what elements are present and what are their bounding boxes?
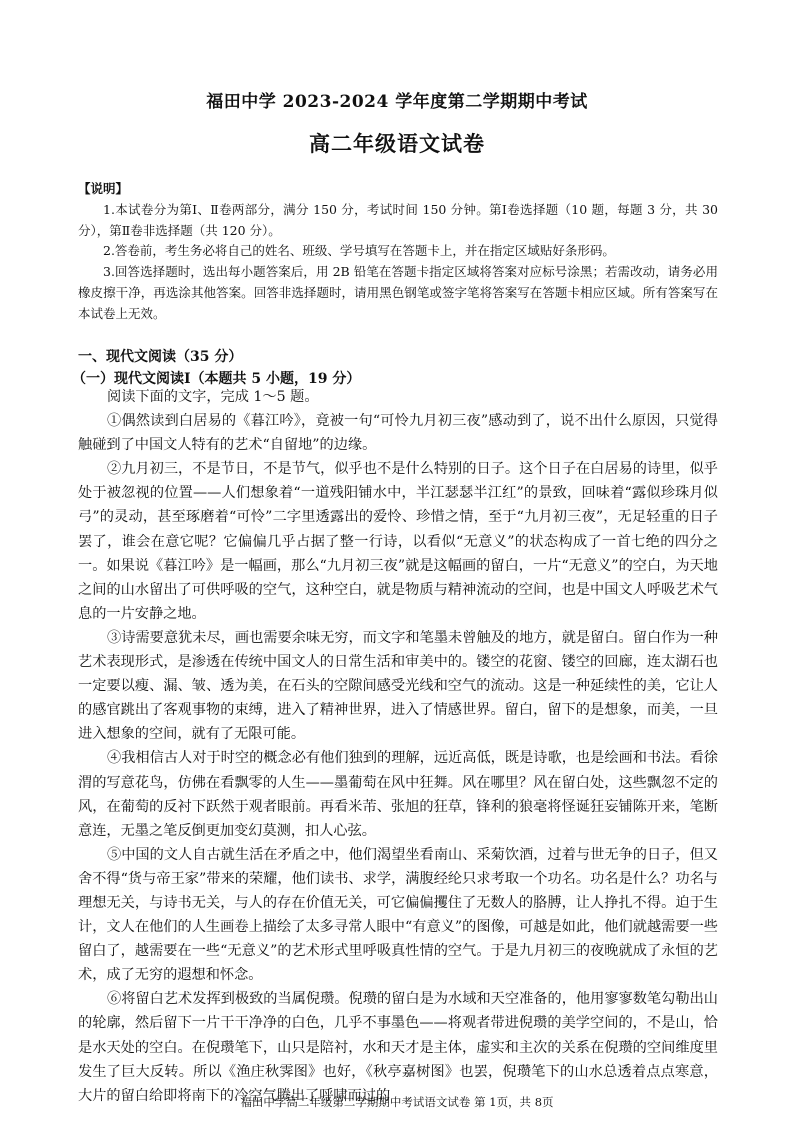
page-footer: 福田中学高二年级第二学期期中考试语文试卷 第 1页，共 8页 (240, 1095, 554, 1109)
instruction-item: 2.答卷前，考生务必将自己的姓名、班级、学号填写在答题卡上，并在指定区域贴好条形码。 (103, 243, 615, 259)
exam-title: 福田中学 2023-2024 学年度第二学期期中考试 (206, 92, 588, 112)
passage-paragraph: ⑤中国的文人自古就生活在矛盾之中，他们渴望坐看南山、采菊饮酒，过着与世无争的日子，但又舍不得“货与帝王家”带来的荣耀，他们读书、求学，满腹经纶只求考取一个功名。功名是什么？功名与理想无关，与诗书无关，与人的存在价值无关，可它偏偏攫住了无数人的胳膊，让人挣扎不得。迫于生计，文人在他们的人生画卷上描绘了太多寻常人眼中“有意义”的图像，可越是如此，他们就越需要一些留白了，越需要在一些“无意义”的艺术形式里呼吸真性情的空气。于是九月初三的夜晚就成了永恒的艺术，成了无穷的遐想和怀念。 (78, 846, 718, 984)
subsection-title: （一）现代文阅读Ⅰ（本题共 5 小题，19 分） (72, 371, 361, 387)
passage-paragraph: ④我相信古人对于时空的概念必有他们独到的理解，远近高低，既是诗歌，也是绘画和书法。看徐渭的写意花鸟，仿佛在看飘零的人生——墨葡萄在风中狂舞。风在哪里？风在留白处，这些飘忽不定的风，在葡萄的反衬下跃然于观者眼前。再看米芾、张旭的狂草，锋利的狼毫将怪诞狂妄铺陈开来，笔断意连，无墨之笔反倒更加变幻莫测，扣人心弦。 (78, 750, 718, 839)
passage-paragraph: ⑥将留白艺术发挥到极致的当属倪瓒。倪瓒的留白是为水域和天空准备的，他用寥寥数笔勾勒出山的轮廓，然后留下一片干干净净的白色，几乎不事墨色——将观者带进倪瓒的美学空间的，不是山，恰是水天处的空白。在倪瓒笔下，山只是陪衬，水和天才是主体，虚实和主次的关系在倪瓒的空间维度里发生了巨大反转。所以《渔庄秋霁图》也好，《秋亭嘉树图》也罢，倪瓒笔下的山水总透着点点寒意，大片的留白给即将南下的冷空气腾出了呼啸而过的 (78, 991, 718, 1104)
reading-passage (78, 385, 718, 1108)
instruction-item: 1.本试卷分为第Ⅰ、Ⅱ卷两部分，满分 150 分，考试时间 150 分钟。第Ⅰ卷选择题（10 题，每题 3 分，共 30 分），第Ⅱ卷非选择题（共 120 分）。 (78, 201, 718, 238)
section-title: 一、现代文阅读（35 分） (78, 349, 243, 365)
passage-paragraph: ③诗需要意犹未尽，画也需要余味无穷，而文字和笔墨未曾触及的地方，就是留白。留白作为一种艺术表现形式，是渗透在传统中国文人的日常生活和审美中的。镂空的花窗、镂空的回廊，连太湖石也一定要以瘦、漏、皱、透为美，在石头的空隙间感受光线和空气的流动。这是一种延续性的美，它让人的感官跳出了客观事物的束缚，进入了精神世界，进入了情感世界。留白，留下的是想象，而美，一旦进入想象的空间，就有了无限可能。 (78, 629, 718, 743)
instructions-heading: 【说明】 (78, 181, 129, 196)
instructions (78, 179, 718, 325)
instruction-item: 3.回答选择题时，选出每小题答案后，用 2B 铅笔在答题卡指定区域将答案对应标号涂黑；若需改动，请务必用橡皮擦干净，再选涂其他答案。回答非选择题时，请用黑色钢笔或签字笔将答案写在答题卡相应区域。所有答案写在本试卷上无效。 (78, 264, 718, 321)
exam-subtitle: 高二年级语文试卷 (309, 131, 485, 156)
reading-prompt: 阅读下面的文字，完成 1～5 题。 (107, 389, 319, 405)
passage-paragraph: ①偶然读到白居易的《暮江吟》，竟被一句“可怜九月初三夜”感动到了，说不出什么原因，只觉得触碰到了中国文人特有的艺术“自留地”的边缘。 (78, 413, 718, 454)
passage-paragraph: ②九月初三，不是节日，不是节气，似乎也不是什么特别的日子。这个日子在白居易的诗里，似乎处于被忽视的位置——人们想象着“一道残阳铺水中，半江瑟瑟半江红”的景致，回味着“露似珍珠月似弓”的灵动，甚至琢磨着“可怜”二字里透露出的爱怜、珍惜之情，至于“九月初三夜”，无足轻重的日子罢了，谁会在意它呢？它偏偏几乎占据了整一行诗，以看似“无意义”的状态构成了一首七绝的四分之一。如果说《暮江吟》是一幅画，那么“九月初三夜”就是这幅画的留白，一片“无意义”的空白，为天地之间的山水留出了可供呼吸的空气，这种空白，就是物质与精神流动的空间，也是中国文人呼吸艺术气息的一片安静之地。 (78, 461, 718, 622)
